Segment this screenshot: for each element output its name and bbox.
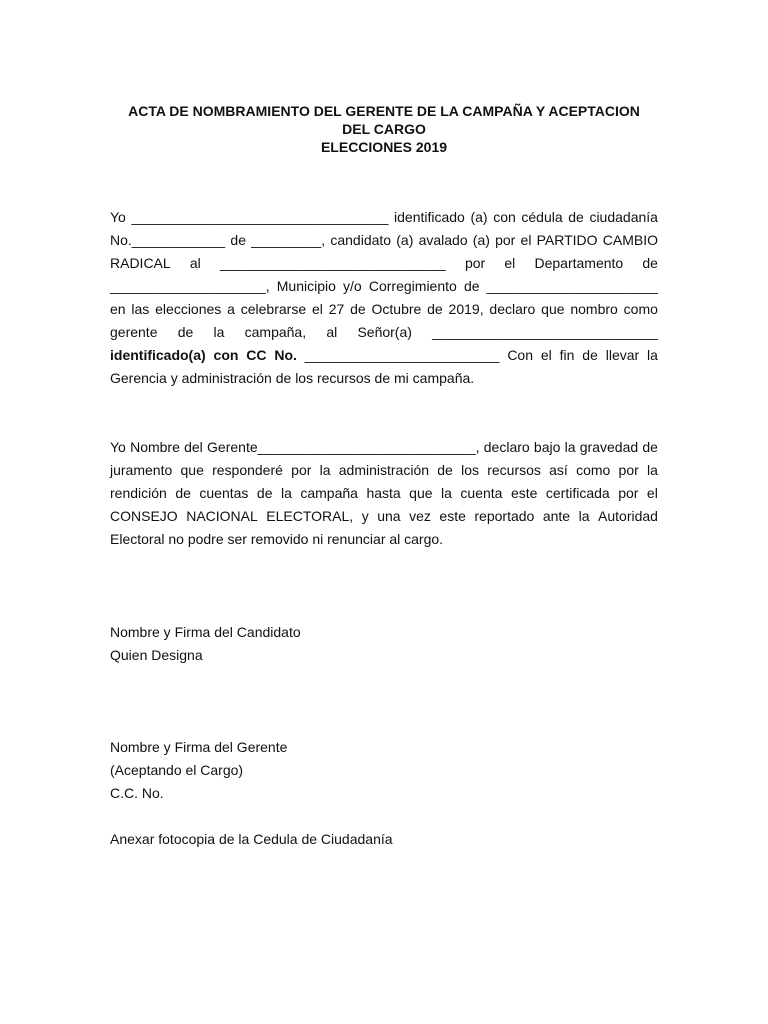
manager-id-label: C.C. No. <box>110 785 164 801</box>
word: con <box>493 209 516 225</box>
p2-line-5: Electoral no podre ser removido ni renunciar al cargo. <box>110 531 444 547</box>
word: de <box>463 278 480 294</box>
word: la <box>441 485 452 501</box>
word: 27 <box>328 301 345 317</box>
word: ELECTORAL, <box>266 508 354 524</box>
word: Nombre <box>130 439 180 455</box>
word: de <box>175 485 191 501</box>
word: por <box>291 462 312 478</box>
word: _____________________________ <box>432 324 658 340</box>
word: al <box>189 255 201 271</box>
word: y <box>361 508 369 524</box>
word: en <box>110 301 126 317</box>
word: identificado <box>394 209 465 225</box>
word: PARTIDO <box>536 232 598 248</box>
p1-line-2 <box>110 231 658 249</box>
word: avalado <box>418 232 468 248</box>
word: ____________________, <box>110 278 270 294</box>
word: reportado <box>474 508 535 524</box>
title-line-2: DEL CARGO <box>342 121 426 137</box>
word: declaro <box>483 439 530 455</box>
word: el <box>520 232 532 248</box>
word: del <box>184 439 203 455</box>
p1-line-6 <box>110 323 658 341</box>
word: al <box>326 324 338 340</box>
bold-word: No. <box>274 347 297 363</box>
word: de <box>256 485 273 501</box>
word: hasta <box>366 485 401 501</box>
word: ante <box>542 508 571 524</box>
word: llevar <box>605 347 640 363</box>
manager-acceptance-label: (Aceptando el Cargo) <box>110 762 244 778</box>
word: cuentas <box>199 485 249 501</box>
word: Departamento <box>534 255 624 271</box>
word: (a) <box>396 232 414 248</box>
word: el <box>540 347 552 363</box>
word: _________________________ <box>304 347 500 363</box>
word: _____________________________ <box>219 255 446 271</box>
bold-word: identificado(a) <box>110 347 206 363</box>
word: gerente <box>110 324 158 340</box>
word: que <box>180 462 204 478</box>
p1-line-1 <box>110 208 658 226</box>
word: NACIONAL <box>186 508 258 524</box>
word: la <box>564 439 576 455</box>
word: por <box>618 462 639 478</box>
word: y/o <box>343 278 362 294</box>
word: de <box>642 255 658 271</box>
word: responderé <box>212 462 283 478</box>
candidate-role-label: Quien Designa <box>110 647 203 663</box>
word: la <box>578 508 590 524</box>
word: la <box>319 462 331 478</box>
word: ciudadanía <box>589 209 658 225</box>
p1-line-8: Gerencia y administración de los recursos de mi campaña. <box>110 370 475 386</box>
word: una <box>377 508 401 524</box>
word: candidato <box>330 232 392 248</box>
word: Yo <box>110 439 126 455</box>
word: (a) <box>472 232 490 248</box>
p2-line-3 <box>110 484 658 502</box>
word: rendición <box>110 485 167 501</box>
word: la <box>647 462 658 478</box>
word: celebrarse <box>240 301 307 317</box>
word: las <box>131 301 150 317</box>
word: 2019, <box>448 301 484 317</box>
word: recursos <box>487 462 541 478</box>
word: que <box>409 485 433 501</box>
word: No.____________ <box>110 232 226 248</box>
word: bajo <box>533 439 561 455</box>
word: Octubre <box>371 301 422 317</box>
word: campaña, <box>244 324 307 340</box>
word: de <box>177 324 194 340</box>
p1-line-4 <box>110 277 658 295</box>
word: Señor(a) <box>357 324 412 340</box>
word: el <box>646 485 658 501</box>
manager-signature-label: Nombre y Firma del Gerente <box>110 739 288 755</box>
word: por <box>618 485 639 501</box>
p2-line-2 <box>110 461 658 479</box>
word: CAMBIO <box>602 232 658 248</box>
p2-line-4 <box>110 507 658 525</box>
word: Yo <box>110 209 126 225</box>
word: de <box>568 209 584 225</box>
word: nombro <box>570 301 618 317</box>
word: (a) <box>470 209 488 225</box>
word: cédula <box>521 209 563 225</box>
word: este <box>439 508 466 524</box>
word: de <box>427 301 443 317</box>
word: a <box>227 301 235 317</box>
word: cuenta <box>460 485 503 501</box>
word: certificada <box>545 485 610 501</box>
word: Autoridad <box>598 508 658 524</box>
word: Corregimiento <box>368 278 457 294</box>
title-line-3: ELECCIONES 2019 <box>320 139 448 155</box>
word: el <box>311 301 323 317</box>
word: la <box>647 347 658 363</box>
word: RADICAL <box>110 255 171 271</box>
word: de <box>582 347 598 363</box>
word: el <box>504 255 516 271</box>
word: por <box>464 255 486 271</box>
word: vez <box>409 508 431 524</box>
word: _________, <box>251 232 326 248</box>
word: juramento <box>110 462 173 478</box>
word: gravedad <box>579 439 639 455</box>
document-title <box>110 102 658 156</box>
p2-line-1 <box>110 438 658 456</box>
word: ______________________ <box>486 278 658 294</box>
word: la <box>280 485 292 501</box>
word: Con <box>507 347 533 363</box>
word: Municipio <box>276 278 336 294</box>
word: CONSEJO <box>110 508 178 524</box>
p1-line-5 <box>110 300 658 318</box>
word: así <box>549 462 568 478</box>
word: de <box>642 439 658 455</box>
word: elecciones <box>155 301 222 317</box>
word: _________________________________ <box>131 209 389 225</box>
word: que <box>541 301 565 317</box>
word: administración <box>338 462 430 478</box>
bold-word: CC <box>246 347 267 363</box>
word: campaña <box>300 485 358 501</box>
word: como <box>576 462 611 478</box>
word: declaro <box>489 301 536 317</box>
word: de <box>437 462 453 478</box>
word: los <box>461 462 479 478</box>
attachment-note: Anexar fotocopia de la Cedula de Ciudadanía <box>110 831 393 847</box>
p1-line-7 <box>110 346 658 364</box>
title-line-1: ACTA DE NOMBRAMIENTO DEL GERENTE DE LA CAMPAÑA Y ACEPTACION <box>128 103 640 119</box>
word: de <box>350 301 366 317</box>
word: Gerente____________________________, <box>207 439 480 455</box>
word: la <box>213 324 225 340</box>
candidate-signature-label: Nombre y Firma del Candidato <box>110 624 301 640</box>
word: este <box>510 485 538 501</box>
bold-word: con <box>213 347 239 363</box>
p1-line-3 <box>110 254 658 272</box>
word: por <box>495 232 516 248</box>
word: fin <box>559 347 575 363</box>
word: de <box>230 232 246 248</box>
word: como <box>623 301 658 317</box>
